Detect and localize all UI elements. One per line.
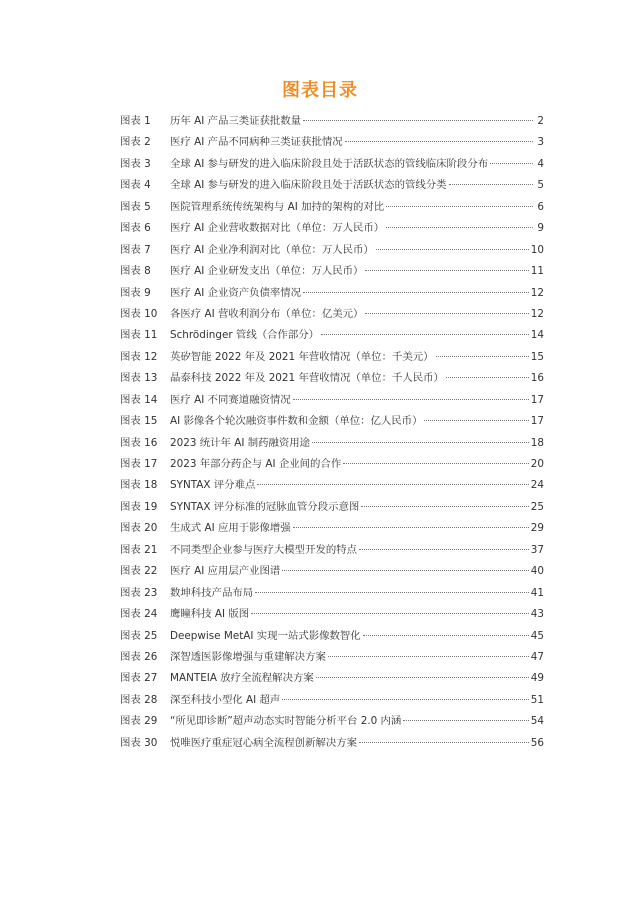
toc-entry[interactable] — [120, 412, 544, 433]
figure-title: MANTEIA 放疗全流程解决方案 — [170, 672, 314, 685]
toc-entry[interactable] — [120, 391, 544, 412]
page-number: 41 — [530, 586, 544, 599]
toc-entry[interactable] — [120, 348, 544, 369]
page-number: 9 — [537, 222, 544, 235]
dot-leader — [490, 163, 533, 164]
figure-number: 图表 15 — [120, 415, 158, 428]
page-number: 2 — [537, 115, 544, 127]
figure-number: 图表 22 — [120, 565, 158, 578]
toc-entry[interactable] — [120, 219, 544, 240]
dot-leader — [449, 184, 533, 185]
figure-number: 图表 18 — [120, 479, 158, 492]
page-number: 10 — [530, 243, 544, 256]
dot-leader — [255, 592, 529, 593]
toc-entry[interactable] — [120, 305, 544, 326]
toc-entry[interactable] — [120, 155, 544, 176]
dot-leader — [251, 613, 529, 614]
page-number: 56 — [530, 736, 544, 749]
page-number: 18 — [530, 436, 544, 449]
figure-title: 历年 AI 产品三类证获批数量 — [170, 115, 302, 127]
figure-title: “所见即诊断”超声动态实时智能分析平台 2.0 内涵 — [170, 715, 402, 728]
toc-entry[interactable] — [120, 712, 544, 733]
page-number: 14 — [530, 329, 544, 342]
dot-leader — [343, 463, 529, 464]
figure-number: 图表 27 — [120, 672, 158, 685]
figure-title: 全球 AI 参与研发的进入临床阶段且处于活跃状态的管线分类 — [170, 179, 447, 192]
dot-leader — [424, 420, 528, 421]
figure-title: 医疗 AI 企业研发支出（单位：万人民币） — [170, 265, 364, 278]
toc-entry[interactable] — [120, 627, 544, 648]
figure-number: 图表 14 — [120, 393, 158, 406]
page-number: 47 — [530, 650, 544, 663]
figure-title: 2023 统计年 AI 制药融资用途 — [170, 436, 311, 449]
figure-number: 图表 13 — [120, 372, 158, 385]
dot-leader — [293, 527, 529, 528]
dot-leader — [361, 506, 529, 507]
dot-leader — [345, 141, 533, 142]
toc-entry[interactable] — [120, 455, 544, 476]
dot-leader — [436, 356, 529, 357]
figure-title: AI 影像各个轮次融资事件数和金额（单位：亿人民币） — [170, 415, 423, 428]
figure-title: 深至科技小型化 AI 超声 — [170, 693, 281, 706]
figure-number: 图表 11 — [120, 329, 158, 342]
figure-number: 图表 30 — [120, 736, 158, 749]
page-number: 24 — [530, 479, 544, 492]
toc-entry[interactable] — [120, 584, 544, 605]
figure-title: 医疗 AI 企业资产负债率情况 — [170, 286, 302, 299]
figure-title: 全球 AI 参与研发的进入临床阶段且处于活跃状态的管线临床阶段分布 — [170, 157, 489, 170]
figure-title: 医疗 AI 企业净利润对比（单位：万人民币） — [170, 243, 374, 256]
dot-leader — [293, 399, 529, 400]
dot-leader — [282, 570, 528, 571]
toc-entry[interactable] — [120, 198, 544, 219]
page-number: 54 — [530, 715, 544, 728]
toc-entry[interactable] — [120, 284, 544, 305]
figure-title: 医疗 AI 不同赛道融资情况 — [170, 393, 291, 406]
figure-title: 医疗 AI 产品不同病种三类证获批情况 — [170, 136, 343, 149]
dot-leader — [257, 484, 528, 485]
figure-number: 图表 21 — [120, 543, 158, 556]
toc-entry[interactable] — [120, 434, 544, 455]
toc-entry[interactable] — [120, 112, 544, 133]
figure-title: 英矽智能 2022 年及 2021 年营收情况（单位：千美元） — [170, 350, 434, 363]
figure-number: 图表 25 — [120, 629, 158, 642]
toc-entry[interactable] — [120, 476, 544, 497]
figure-title: 数坤科技产品布局 — [170, 586, 254, 599]
dot-leader — [282, 699, 528, 700]
figure-number: 图表 16 — [120, 436, 158, 449]
figure-number: 图表 19 — [120, 500, 158, 513]
toc-entry[interactable] — [120, 734, 544, 755]
page-number: 4 — [537, 157, 544, 170]
dot-leader — [386, 206, 533, 207]
toc-entry[interactable] — [120, 519, 544, 540]
page-number: 49 — [530, 672, 544, 685]
dot-leader — [365, 313, 528, 314]
figure-number: 图表 4 — [120, 179, 151, 192]
figure-number: 图表 5 — [120, 200, 151, 213]
figure-number: 图表 29 — [120, 715, 158, 728]
page-number: 51 — [530, 693, 544, 706]
page-number: 12 — [530, 286, 544, 299]
figure-title: 各医疗 AI 营收利润分布（单位：亿美元） — [170, 307, 364, 320]
page-number: 17 — [530, 393, 544, 406]
figure-list — [120, 112, 544, 755]
page-number: 15 — [530, 350, 544, 363]
toc-entry[interactable] — [120, 605, 544, 626]
toc-entry[interactable] — [120, 562, 544, 583]
toc-entry[interactable] — [120, 369, 544, 390]
figure-number: 图表 8 — [120, 265, 151, 278]
page-number: 20 — [530, 458, 544, 470]
figure-title: 2023 年部分药企与 AI 企业间的合作 — [170, 458, 342, 470]
dot-leader — [363, 635, 529, 636]
dot-leader — [365, 270, 528, 271]
dot-leader — [303, 292, 529, 293]
dot-leader — [359, 549, 529, 550]
figure-number: 图表 26 — [120, 650, 158, 663]
figure-number: 图表 10 — [120, 307, 158, 320]
toc-entry[interactable] — [120, 691, 544, 712]
page-number: 11 — [530, 265, 544, 278]
figure-title: 医疗 AI 企业营收数据对比（单位：万人民币） — [170, 222, 385, 235]
figure-title: Schrödinger 管线（合作部分） — [170, 329, 320, 342]
figure-title: 医院管理系统传统架构与 AI 加持的架构的对比 — [170, 200, 385, 213]
figure-title: SYNTAX 评分标准的冠脉血管分段示意图 — [170, 500, 360, 513]
dot-leader — [316, 677, 529, 678]
toc-entry[interactable] — [120, 648, 544, 669]
figure-number: 图表 20 — [120, 522, 158, 535]
dot-leader — [403, 720, 528, 721]
page-number: 45 — [530, 629, 544, 642]
toc-entry[interactable] — [120, 498, 544, 519]
dot-leader — [446, 377, 529, 378]
page-number: 25 — [530, 500, 544, 513]
page-number: 16 — [530, 372, 544, 385]
figure-number: 图表 23 — [120, 586, 158, 599]
toc-entry[interactable] — [120, 241, 544, 262]
dot-leader — [328, 656, 529, 657]
dot-leader — [312, 442, 529, 443]
page-number: 12 — [530, 307, 544, 320]
page-number: 40 — [530, 565, 544, 578]
figure-title: 医疗 AI 应用层产业图谱 — [170, 565, 281, 578]
toc-entry[interactable] — [120, 133, 544, 154]
toc-entry[interactable] — [120, 669, 544, 690]
page-number: 5 — [537, 179, 544, 192]
figure-number: 图表 12 — [120, 350, 158, 363]
dot-leader — [359, 742, 529, 743]
dot-leader — [303, 120, 533, 121]
page-number: 6 — [537, 200, 544, 213]
figure-title: 悦唯医疗重症冠心病全流程创新解决方案 — [170, 736, 358, 749]
figure-title: Deepwise MetAI 实现一站式影像数智化 — [170, 629, 361, 642]
page-number: 3 — [537, 136, 544, 149]
dot-leader — [386, 227, 533, 228]
figure-title: 鹰瞳科技 AI 版图 — [170, 608, 250, 621]
figure-number: 图表 3 — [120, 157, 151, 170]
figure-number: 图表 24 — [120, 608, 158, 621]
figure-number: 图表 2 — [120, 136, 151, 149]
figure-title: 不同类型企业参与医疗大模型开发的特点 — [170, 543, 358, 556]
dot-leader — [376, 249, 529, 250]
figure-title: SYNTAX 评分难点 — [170, 479, 256, 492]
figure-title: 生成式 AI 应用于影像增强 — [170, 522, 291, 535]
page-number: 29 — [530, 522, 544, 535]
page-number: 17 — [530, 415, 544, 428]
toc-entry[interactable] — [120, 541, 544, 562]
page-title: 图表目录 — [282, 80, 358, 101]
page-number: 37 — [530, 543, 544, 556]
figure-number: 图表 7 — [120, 243, 151, 256]
toc-entry[interactable] — [120, 176, 544, 197]
dot-leader — [321, 334, 529, 335]
figure-number: 图表 6 — [120, 222, 151, 235]
figure-number: 图表 1 — [120, 115, 151, 127]
page-number: 43 — [530, 608, 544, 621]
toc-entry[interactable] — [120, 326, 544, 347]
figure-number: 图表 28 — [120, 693, 158, 706]
figure-title: 深智透医影像增强与重建解决方案 — [170, 650, 326, 663]
toc-entry[interactable] — [120, 262, 544, 283]
figure-number: 图表 9 — [120, 286, 151, 299]
figure-number: 图表 17 — [120, 458, 158, 470]
figure-title: 晶泰科技 2022 年及 2021 年营收情况（单位：千人民币） — [170, 372, 444, 385]
